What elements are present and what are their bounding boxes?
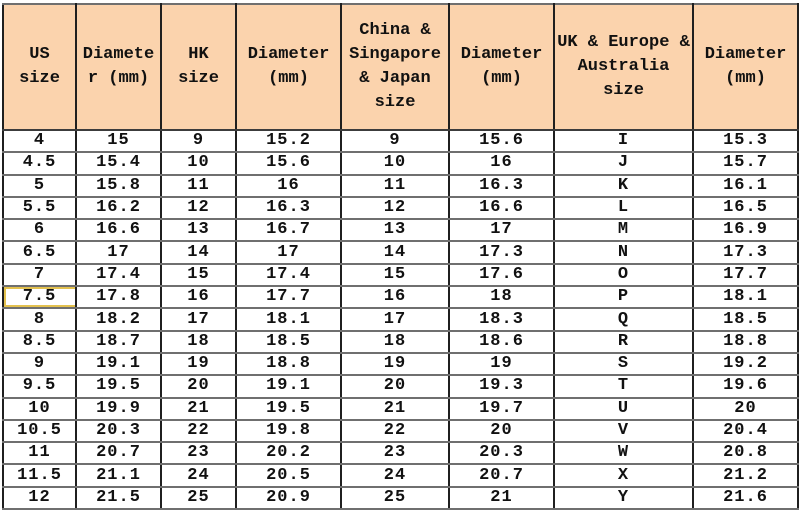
table-cell: 17 (236, 241, 341, 263)
table-cell: S (554, 353, 693, 375)
table-cell: 16.6 (76, 219, 161, 241)
table-cell: 17.7 (236, 286, 341, 308)
column-header-hk-size: HK size (161, 4, 236, 130)
table-cell: 19.5 (76, 375, 161, 397)
table-cell: 19.9 (76, 398, 161, 420)
table-cell: 17.4 (236, 264, 341, 286)
table-cell: 18.3 (449, 308, 554, 330)
table-cell: 18.5 (693, 308, 798, 330)
table-cell: 18.1 (693, 286, 798, 308)
table-row (3, 175, 798, 197)
table-cell: 16.5 (693, 197, 798, 219)
table-cell: 18.5 (236, 331, 341, 353)
table-cell: 19.7 (449, 398, 554, 420)
table-cell: 8.5 (3, 331, 76, 353)
table-cell: 16 (341, 286, 449, 308)
table-row (3, 464, 798, 486)
table-row (3, 219, 798, 241)
table-cell: V (554, 420, 693, 442)
table-cell: 25 (161, 487, 236, 509)
table-cell: 10 (341, 152, 449, 174)
table-cell: 15.7 (693, 152, 798, 174)
table-cell: 17 (449, 219, 554, 241)
table-cell: 15.2 (236, 130, 341, 152)
table-cell: 11 (3, 442, 76, 464)
table-cell: X (554, 464, 693, 486)
table-cell: 16.7 (236, 219, 341, 241)
table-cell: 18.7 (76, 331, 161, 353)
table-cell: R (554, 331, 693, 353)
table-cell: 10 (161, 152, 236, 174)
table-cell: 18.6 (449, 331, 554, 353)
table-cell: 19.6 (693, 375, 798, 397)
table-cell: 20.5 (236, 464, 341, 486)
table-cell: 19 (449, 353, 554, 375)
table-cell: 21 (161, 398, 236, 420)
table-cell: 20.4 (693, 420, 798, 442)
column-header-us-size: US size (3, 4, 76, 130)
table-cell: 16.2 (76, 197, 161, 219)
table-cell: 15 (341, 264, 449, 286)
table-row (3, 331, 798, 353)
table-cell: 11 (161, 175, 236, 197)
table-cell: 4.5 (3, 152, 76, 174)
table-cell: 17.6 (449, 264, 554, 286)
table-row (3, 264, 798, 286)
table-cell: 7.5 (3, 286, 76, 308)
table-row (3, 353, 798, 375)
table-cell: 10 (3, 398, 76, 420)
table-cell: 15 (76, 130, 161, 152)
table-cell: 17.3 (693, 241, 798, 263)
table-row (3, 130, 798, 152)
table-cell: 8 (3, 308, 76, 330)
table-cell: 20.9 (236, 487, 341, 509)
table-cell: 22 (341, 420, 449, 442)
table-cell: 11 (341, 175, 449, 197)
table-cell: 4 (3, 130, 76, 152)
table-cell: 12 (341, 197, 449, 219)
table-cell: 17 (161, 308, 236, 330)
table-cell: 20 (341, 375, 449, 397)
table-row (3, 197, 798, 219)
table-cell: 17 (341, 308, 449, 330)
table-cell: 18 (341, 331, 449, 353)
table-row (3, 442, 798, 464)
table-body (3, 130, 798, 509)
table-cell: 12 (161, 197, 236, 219)
column-header-diameter-mm: Diameter (mm) (236, 4, 341, 130)
table-cell: 23 (341, 442, 449, 464)
table-row (3, 308, 798, 330)
table-cell: 6 (3, 219, 76, 241)
table-cell: 16.3 (449, 175, 554, 197)
table-row (3, 487, 798, 509)
table-cell: 20 (161, 375, 236, 397)
table-cell: 9.5 (3, 375, 76, 397)
table-cell: 13 (161, 219, 236, 241)
table-cell: 19 (341, 353, 449, 375)
column-header-uk-eu-au-size: UK & Europe & Australia size (554, 4, 693, 130)
table-cell: J (554, 152, 693, 174)
table-cell: 21.1 (76, 464, 161, 486)
table-cell: 16.6 (449, 197, 554, 219)
table-row (3, 420, 798, 442)
table-cell: 17 (76, 241, 161, 263)
table-cell: 11.5 (3, 464, 76, 486)
table-cell: 15.8 (76, 175, 161, 197)
table-cell: 24 (341, 464, 449, 486)
table-cell: 18.8 (693, 331, 798, 353)
table-cell: 7 (3, 264, 76, 286)
table-cell: 20 (693, 398, 798, 420)
table-cell: 15.6 (236, 152, 341, 174)
table-cell: P (554, 286, 693, 308)
table-cell: 20.3 (449, 442, 554, 464)
table-cell: 19.1 (76, 353, 161, 375)
table-cell: 10.5 (3, 420, 76, 442)
table-cell: 6.5 (3, 241, 76, 263)
table-row (3, 398, 798, 420)
column-header-cn-sg-jp-size: China & Singapore & Japan size (341, 4, 449, 130)
table-cell: 17.7 (693, 264, 798, 286)
table-cell: 16 (236, 175, 341, 197)
table-cell: 19.8 (236, 420, 341, 442)
table-cell: 23 (161, 442, 236, 464)
table-cell: 15.3 (693, 130, 798, 152)
table-cell: 20.7 (449, 464, 554, 486)
table-cell: 15.6 (449, 130, 554, 152)
table-cell: 21.2 (693, 464, 798, 486)
table-cell: 20.3 (76, 420, 161, 442)
column-header-diameter-mm: Diameter (mm) (76, 4, 161, 130)
table-cell: 18 (449, 286, 554, 308)
table-row (3, 375, 798, 397)
table-cell: 17.3 (449, 241, 554, 263)
table-cell: 19.1 (236, 375, 341, 397)
table-row (3, 286, 798, 308)
table-cell: T (554, 375, 693, 397)
table-cell: 16 (449, 152, 554, 174)
table-cell: M (554, 219, 693, 241)
table-row (3, 152, 798, 174)
table-cell: 16.1 (693, 175, 798, 197)
table-cell: 18.2 (76, 308, 161, 330)
table-cell: 16.3 (236, 197, 341, 219)
table-cell: 20.7 (76, 442, 161, 464)
table-cell: 9 (161, 130, 236, 152)
table-cell: Q (554, 308, 693, 330)
table-cell: 22 (161, 420, 236, 442)
table-cell: 18.8 (236, 353, 341, 375)
table-cell: 19 (161, 353, 236, 375)
table-cell: 21.5 (76, 487, 161, 509)
table-cell: 14 (161, 241, 236, 263)
table-cell: N (554, 241, 693, 263)
table-cell: 13 (341, 219, 449, 241)
table-cell: W (554, 442, 693, 464)
table-cell: 16.9 (693, 219, 798, 241)
table-cell: 25 (341, 487, 449, 509)
table-cell: 18 (161, 331, 236, 353)
table-cell: O (554, 264, 693, 286)
table-cell: 5 (3, 175, 76, 197)
table-cell: 15 (161, 264, 236, 286)
column-header-diameter-mm: Diameter (mm) (449, 4, 554, 130)
ring-size-conversion-table (2, 3, 799, 510)
table-cell: 19.3 (449, 375, 554, 397)
column-header-diameter-mm: Diameter (mm) (693, 4, 798, 130)
table-cell: 24 (161, 464, 236, 486)
table-cell: U (554, 398, 693, 420)
table-cell: 20 (449, 420, 554, 442)
table-cell: 12 (3, 487, 76, 509)
table-cell: 20.8 (693, 442, 798, 464)
table-cell: 9 (3, 353, 76, 375)
table-cell: L (554, 197, 693, 219)
table-cell: 18.1 (236, 308, 341, 330)
table-cell: 9 (341, 130, 449, 152)
table-cell: 5.5 (3, 197, 76, 219)
table-cell: 19.2 (693, 353, 798, 375)
ring-size-conversion-table-wrap (2, 3, 797, 510)
table-cell: 21.6 (693, 487, 798, 509)
table-cell: 16 (161, 286, 236, 308)
table-cell: 21 (341, 398, 449, 420)
table-cell: 14 (341, 241, 449, 263)
table-cell: K (554, 175, 693, 197)
table-cell: I (554, 130, 693, 152)
table-cell: 21 (449, 487, 554, 509)
table-cell: 17.4 (76, 264, 161, 286)
table-header (3, 4, 798, 130)
table-cell: 19.5 (236, 398, 341, 420)
table-cell: Y (554, 487, 693, 509)
table-row (3, 241, 798, 263)
table-cell: 17.8 (76, 286, 161, 308)
header-row (3, 4, 798, 130)
table-cell: 20.2 (236, 442, 341, 464)
table-cell: 15.4 (76, 152, 161, 174)
